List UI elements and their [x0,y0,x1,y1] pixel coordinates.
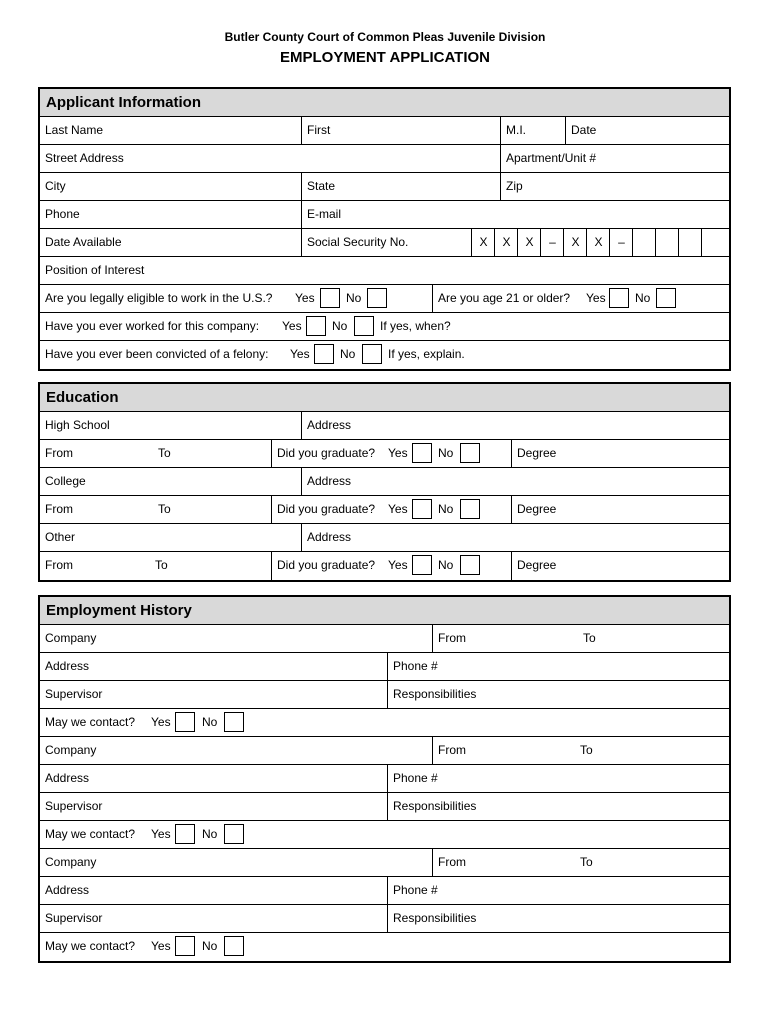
address-field[interactable]: Address [45,883,90,897]
city-field[interactable]: City [45,179,66,193]
felony-row [40,341,729,369]
supervisor-field[interactable]: Supervisor [45,911,103,925]
ssn-box-8[interactable] [632,229,656,256]
graduate-question: Did you graduate? [271,552,511,580]
company-row [40,737,729,765]
ssn-box-7[interactable]: – [609,229,633,256]
name-row [40,117,729,145]
contact-yes-checkbox[interactable] [175,712,195,732]
contact-no-label: No [202,715,218,729]
address-row [40,877,729,905]
to-field[interactable]: To [583,631,596,645]
section-title: Applicant Information [40,89,729,117]
contact-row [40,201,729,229]
if-yes-when-label[interactable]: If yes, when? [380,319,451,333]
section-title: Education [40,384,729,412]
apartment-field[interactable]: Apartment/Unit # [500,145,731,172]
graduate-yes-checkbox[interactable] [412,443,432,463]
college-address-field[interactable]: Address [301,468,731,495]
to-field[interactable]: To [580,855,593,869]
contact-yes-label: Yes [151,715,171,729]
contact-question: May we contact? [45,715,136,729]
contact-row [40,821,729,849]
supervisor-row [40,793,729,821]
felony-yes-label: Yes [290,347,310,361]
ssn-box-6[interactable]: X [586,229,610,256]
section-title: Employment History [40,597,729,625]
graduate-yes-label: Yes [388,558,408,572]
address-row [40,653,729,681]
graduate-no-label: No [438,558,454,572]
felony-yes-checkbox[interactable] [314,344,334,364]
graduate-question: Did you graduate? [271,496,511,523]
degree-field[interactable]: Degree [511,552,731,580]
contact-no-label: No [202,939,218,953]
high-school-address-field[interactable]: Address [301,412,731,439]
contact-row [40,709,729,737]
graduate-no-label: No [438,446,454,460]
worked-yes-checkbox[interactable] [306,316,326,336]
contact-yes-label: Yes [151,939,171,953]
high-school-field[interactable]: High School [45,418,110,432]
contact-no-label: No [202,827,218,841]
age-yes-checkbox[interactable] [609,288,629,308]
phone-field[interactable]: Phone # [387,653,731,680]
ssn-label: Social Security No. [301,229,471,256]
ssn-box-11[interactable] [701,229,732,256]
middle-initial-field[interactable]: M.I. [500,117,565,144]
ssn-box-2[interactable]: X [494,229,518,256]
felony-no-label: No [340,347,356,361]
from-field[interactable]: From [432,625,580,652]
supervisor-row [40,681,729,709]
responsibilities-field[interactable]: Responsibilities [387,681,731,708]
eligible-no-label: No [346,291,362,305]
education-section [38,382,731,582]
to-field[interactable]: To [580,743,593,757]
responsibilities-field[interactable]: Responsibilities [387,905,731,932]
degree-field[interactable]: Degree [511,496,731,523]
age-no-checkbox[interactable] [656,288,676,308]
degree-field[interactable]: Degree [511,440,731,467]
worked-yes-label: Yes [282,319,302,333]
contact-no-checkbox[interactable] [224,824,244,844]
company-field[interactable]: Company [45,855,97,869]
from-field[interactable]: From [432,737,580,764]
availability-row [40,229,729,257]
company-field[interactable]: Company [45,743,97,757]
phone-field[interactable]: Phone # [387,765,731,792]
company-row [40,625,729,653]
date-available-field[interactable]: Date Available [45,235,122,249]
court-name: Butler County Court of Common Pleas Juvenile Division [224,30,546,44]
street-address-field[interactable]: Street Address [45,151,124,165]
phone-field[interactable]: Phone [45,207,80,221]
contact-no-checkbox[interactable] [224,712,244,732]
other-address-field[interactable]: Address [301,524,731,551]
contact-question: May we contact? [45,939,136,953]
worked-row [40,313,729,341]
graduate-question: Did you graduate? [271,440,511,467]
contact-yes-checkbox[interactable] [175,824,195,844]
eligible-question: Are you legally eligible to work in the U.S.? [45,291,273,305]
ssn-box-9[interactable] [655,229,679,256]
address-row [40,765,729,793]
if-yes-explain-label[interactable]: If yes, explain. [388,347,465,361]
ssn-box-5[interactable]: X [563,229,587,256]
college-row [40,468,729,496]
eligible-no-checkbox[interactable] [367,288,387,308]
from-field[interactable]: From [45,446,73,460]
contact-row [40,933,729,961]
supervisor-field[interactable]: Supervisor [45,799,103,813]
address-field[interactable]: Address [45,659,90,673]
high-school-dates-row [40,440,729,468]
street-row [40,145,729,173]
state-field[interactable]: State [301,173,500,200]
form-title: EMPLOYMENT APPLICATION [280,49,490,66]
college-dates-row [40,496,729,524]
age-question: Are you age 21 or older? [432,285,731,312]
age-no-label: No [635,291,651,305]
age-yes-label: Yes [586,291,606,305]
zip-field[interactable]: Zip [500,173,731,200]
contact-yes-label: Yes [151,827,171,841]
graduate-yes-label: Yes [388,446,408,460]
date-field[interactable]: Date [565,117,731,144]
supervisor-row [40,905,729,933]
ssn-box-4[interactable]: – [540,229,564,256]
company-field[interactable]: Company [45,631,97,645]
eligible-yes-checkbox[interactable] [320,288,340,308]
first-name-field[interactable]: First [301,117,500,144]
responsibilities-field[interactable]: Responsibilities [387,793,731,820]
employment-history-section [38,595,731,963]
email-field[interactable]: E-mail [301,201,731,228]
eligibility-row [40,285,729,313]
address-field[interactable]: Address [45,771,90,785]
worked-question: Have you ever worked for this company: [45,319,260,333]
graduate-yes-label: Yes [388,502,408,516]
to-field[interactable]: To [155,558,168,572]
from-field[interactable]: From [432,849,580,876]
contact-question: May we contact? [45,827,136,841]
felony-no-checkbox[interactable] [362,344,382,364]
company-row [40,849,729,877]
position-row [40,257,729,285]
contact-yes-checkbox[interactable] [175,936,195,956]
eligible-yes-label: Yes [295,291,315,305]
high-school-row [40,412,729,440]
graduate-no-checkbox[interactable] [460,555,480,575]
supervisor-field[interactable]: Supervisor [45,687,103,701]
ssn-box-1[interactable]: X [471,229,495,256]
ssn-box-3[interactable]: X [517,229,541,256]
contact-no-checkbox[interactable] [224,936,244,956]
other-dates-row [40,552,729,580]
worked-no-label: No [332,319,348,333]
position-field[interactable]: Position of Interest [45,263,145,277]
to-field[interactable]: To [158,446,171,460]
graduate-no-checkbox[interactable] [460,443,480,463]
worked-no-checkbox[interactable] [354,316,374,336]
graduate-no-label: No [438,502,454,516]
felony-question: Have you ever been convicted of a felony: [45,347,269,361]
to-field[interactable]: To [158,502,171,516]
from-field[interactable]: From [45,558,73,572]
last-name-field[interactable]: Last Name [45,123,104,137]
from-field[interactable]: From [45,502,73,516]
city-row [40,173,729,201]
applicant-information-section [38,87,731,371]
phone-field[interactable]: Phone # [387,877,731,904]
graduate-no-checkbox[interactable] [460,499,480,519]
graduate-yes-checkbox[interactable] [412,499,432,519]
other-school-field[interactable]: Other [45,530,76,544]
ssn-box-10[interactable] [678,229,702,256]
other-row [40,524,729,552]
college-field[interactable]: College [45,474,86,488]
graduate-yes-checkbox[interactable] [412,555,432,575]
